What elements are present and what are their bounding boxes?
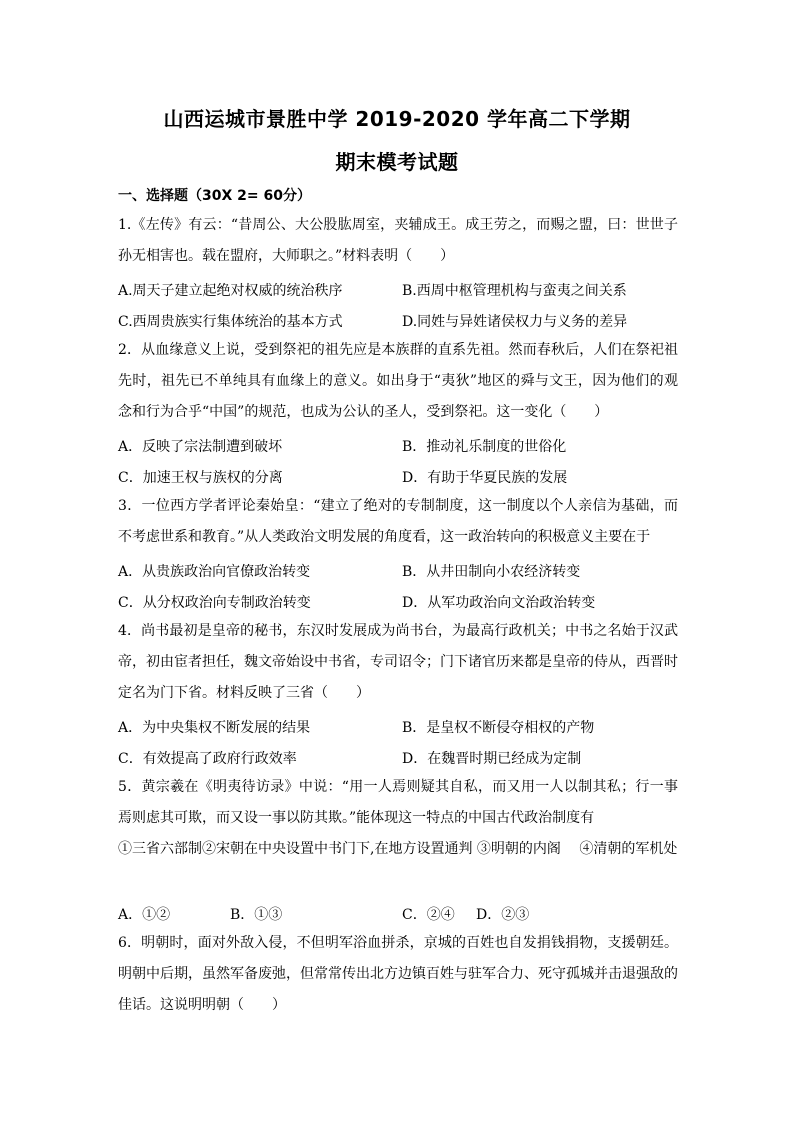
question-4-options-row2 (118, 748, 678, 772)
question-3-options-row1 (118, 561, 678, 585)
question-3-option-c: C．从分权政治向专制政治转变 (118, 595, 311, 611)
question-4-stem: 4．尚书最初是皇帝的秘书，东汉时发展成为尚书台，为最高行政机关；中书之名始于汉武帝，初由宦者担任，魏文帝始设中书省，专司诏令；门下诸官历来都是皇帝的侍从，西晋时定名为门下省。材料反映了三省（ ） (118, 623, 678, 701)
question-5-option-a: A．①② (118, 907, 171, 923)
question-5-options-row (118, 904, 678, 928)
question-1-option-c: C.西周贵族实行集体统治的基本方式 (118, 314, 343, 330)
question-5-option-b: B．①③ (230, 907, 283, 923)
section-heading: 一、选择题（30X 2= 60分） (118, 188, 311, 204)
question-2-options-row1 (118, 436, 678, 460)
question-1-option-b: B.西周中枢管理机构与蛮夷之间关系 (402, 283, 627, 299)
question-2-options-row2 (118, 467, 678, 491)
question-5-option-d: D．②③ (476, 907, 530, 923)
question-3-stem: 3．一位西方学者评论秦始皇：“建立了绝对的专制制度，这一制度以个人亲信为基础，而不考虑世系和教育。”从人类政治文明发展的角度看，这一政治转向的积极意义主要在于 (118, 498, 678, 545)
question-3-options-row2 (118, 592, 678, 616)
question-1-options-row2 (118, 311, 678, 335)
question-2-option-c: C．加速王权与族权的分离 (118, 470, 283, 486)
question-2-option-d: D．有助于华夏民族的发展 (402, 470, 568, 486)
question-3-option-a: A．从贵族政治向官僚政治转变 (118, 564, 311, 580)
question-5-option-c: C．②④ (402, 907, 455, 923)
question-2-option-a: A．反映了宗法制遭到破坏 (118, 439, 283, 455)
question-1-options-row1 (118, 280, 678, 304)
question-3-option-d: D．从军功政治向文治政治转变 (402, 595, 596, 611)
exam-title: 山西运城市景胜中学 2019-2020 学年高二下学期 (163, 107, 631, 131)
question-5-stem: 5．黄宗羲在《明夷待访录》中说：“用一人焉则疑其自私，而又用一人以制其私；行一事焉则虑其可欺，而又设一事以防其欺。”能体现这一特点的中国古代政治制度有 (118, 779, 678, 826)
question-4-options-row1 (118, 717, 678, 741)
question-4-option-c: C．有效提高了政府行政效率 (118, 751, 297, 767)
exam-subtitle: 期末模考试题 (335, 150, 459, 174)
question-1-option-a: A.周天子建立起绝对权威的统治秩序 (118, 283, 343, 299)
question-4-option-a: A．为中央集权不断发展的结果 (118, 720, 311, 736)
question-4-option-b: B．是皇权不断侵夺相权的产物 (402, 720, 595, 736)
question-6-stem: 6．明朝时，面对外敌入侵，不但明军浴血拼杀，京城的百姓也自发捐钱捐物，支援朝廷。明朝中后期，虽然军备废弛，但常常传出北方边镇百姓与驻军合力、死守孤城并击退强敌的佳话。这说明明朝（ ） (118, 935, 678, 1013)
question-2-stem: 2．从血缘意义上说，受到祭祀的祖先应是本族群的直系先祖。然而春秋后，人们在祭祀祖先时，祖先已不单纯具有血缘上的意义。如出身于“夷狄”地区的舜与文王，因为他们的观念和行为合乎“中国”的规范，也成为公认的圣人，受到祭祀。这一变化（ ） (118, 342, 678, 420)
question-2-option-b: B．推动礼乐制度的世俗化 (402, 439, 567, 455)
question-4-option-d: D．在魏晋时期已经成为定制 (402, 751, 582, 767)
question-3-option-b: B．从井田制向小农经济转变 (402, 564, 581, 580)
question-1-stem: 1.《左传》有云：“昔周公、大公股肱周室，夹辅成王。成王劳之，而赐之盟，曰：世世子孙无相害也。载在盟府，大师职之。”材料表明（ ） (118, 217, 678, 264)
question-1-option-d: D.同姓与异姓诸侯权力与义务的差异 (402, 314, 628, 330)
question-5-choices: ①三省六部制②宋朝在中央设置中书门下,在地方设置通判 ③明朝的内阁 ④清朝的军机处 (118, 841, 678, 857)
